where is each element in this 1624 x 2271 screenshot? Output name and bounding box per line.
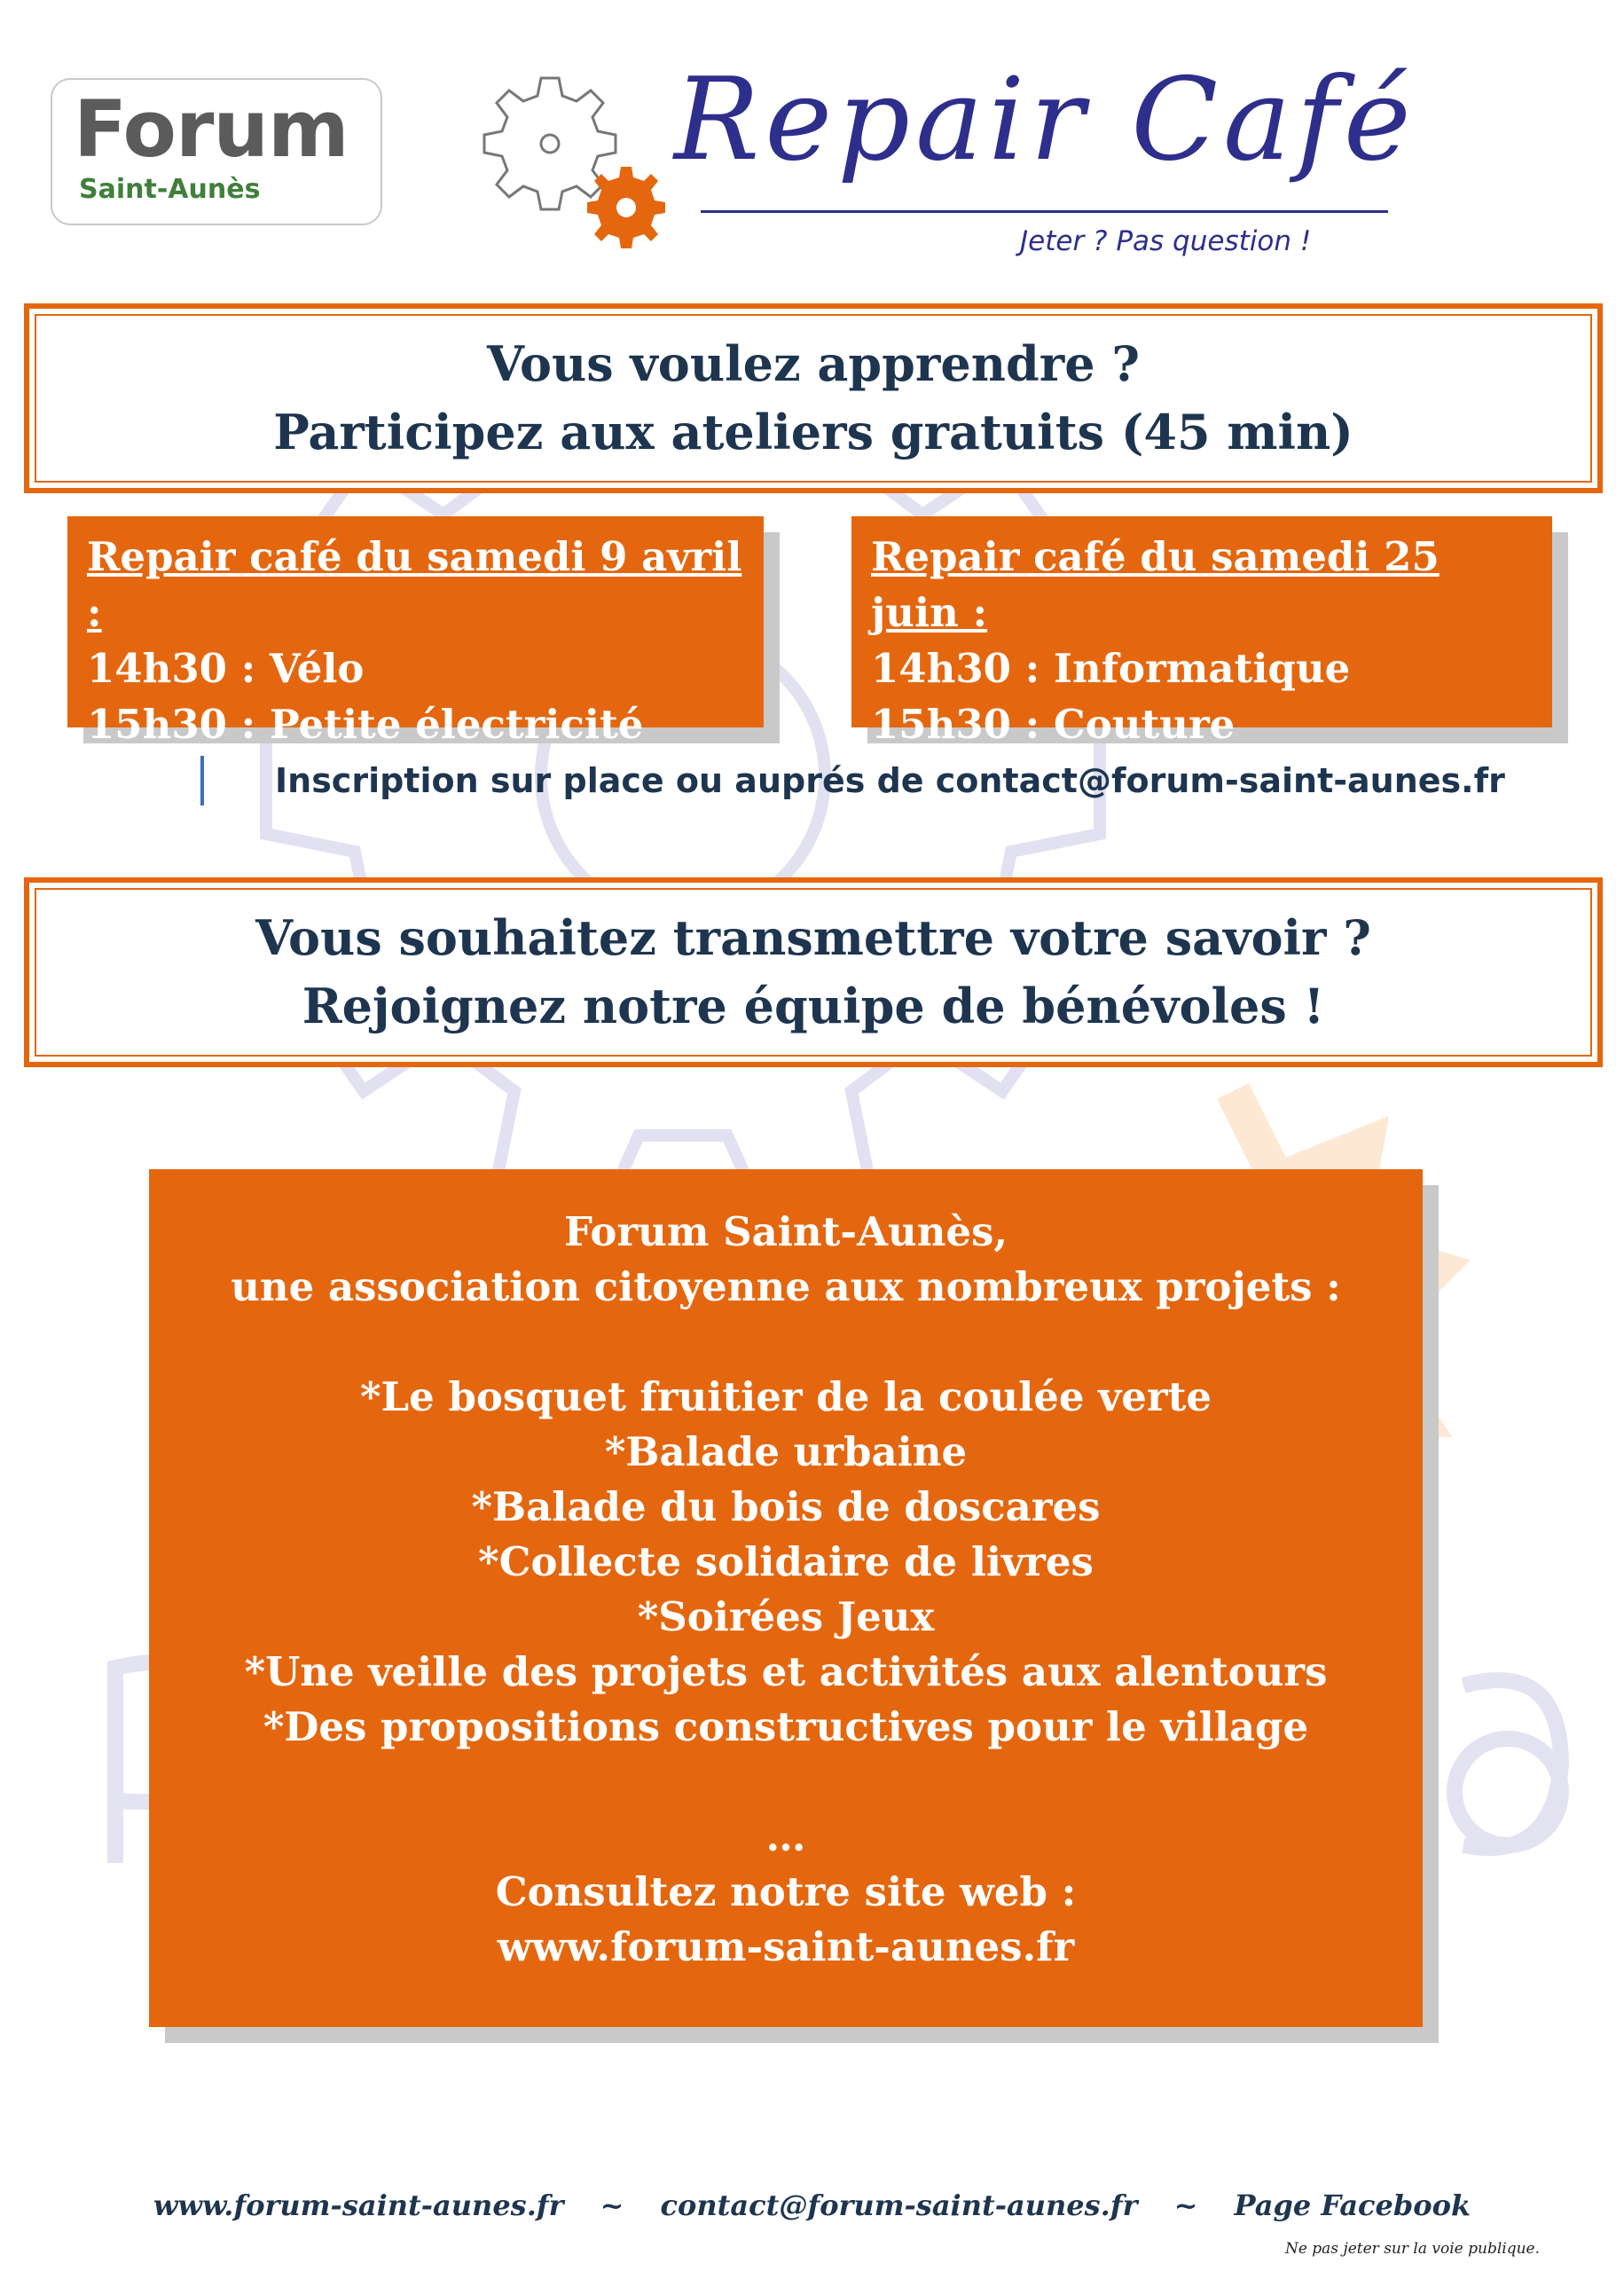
event-heading: Repair café du samedi 25 juin :: [871, 533, 1440, 636]
footer-facebook-link[interactable]: Page Facebook: [1234, 2188, 1471, 2222]
project-item: *Une veille des projets et activités aux alentours: [244, 1648, 1328, 1695]
footer-separator: ~: [1173, 2188, 1198, 2222]
footer-email-link[interactable]: contact@forum-saint-aunes.fr: [660, 2188, 1138, 2222]
event-slot: 14h30 : Vélo: [87, 645, 365, 692]
inscription-note: Inscription sur place ou auprés de contact@forum-saint-aunes.fr: [200, 756, 1624, 805]
event-slot: 14h30 : Informatique: [871, 645, 1351, 692]
volunteer-banner: [24, 877, 1603, 1067]
association-box: [149, 1169, 1423, 2027]
association-intro: une association citoyenne aux nombreux projets :: [231, 1263, 1341, 1310]
project-item: *Le bosquet fruitier de la coulée verte: [359, 1373, 1212, 1420]
footer: [0, 2188, 1624, 2222]
association-website-link[interactable]: www.forum-saint-aunes.fr: [497, 1923, 1075, 1970]
event-slot: 15h30 : Couture: [871, 701, 1236, 748]
forum-saint-aunes-logo: [51, 78, 382, 225]
learn-banner-line2: Participez aux ateliers gratuits (45 min): [273, 404, 1353, 460]
learn-banner: [24, 303, 1603, 493]
learn-banner-line1: Vous voulez apprendre ?: [487, 335, 1140, 393]
logo-tagline: Jeter ? Pas question !: [1020, 225, 1312, 257]
repair-cafe-logo-title: Repair Café: [674, 54, 1416, 186]
project-item: *Collecte solidaire de livres: [478, 1538, 1094, 1585]
forum-logo-subtitle: Saint-Aunès: [79, 174, 261, 205]
gears-icon: [443, 69, 674, 255]
event-heading: Repair café du samedi 9 avril :: [87, 533, 742, 636]
association-cta: Consultez notre site web :: [495, 1868, 1077, 1915]
volunteer-banner-line2: Rejoignez notre équipe de bénévoles !: [302, 978, 1325, 1034]
association-name: Forum Saint-Aunès,: [563, 1208, 1008, 1255]
forum-logo-word: Forum: [74, 83, 349, 175]
disclaimer: Ne pas jeter sur la voie publique.: [1284, 2240, 1540, 2258]
footer-website-link[interactable]: www.forum-saint-aunes.fr: [153, 2188, 564, 2222]
event-box-april: [67, 516, 764, 748]
volunteer-banner-line1: Vous souhaitez transmettre votre savoir ?: [255, 909, 1371, 967]
project-item: *Balade urbaine: [604, 1428, 968, 1475]
event-box-june: [851, 516, 1552, 748]
event-slot: 15h30 : Petite électricité: [87, 701, 644, 748]
logo-underline: [701, 210, 1388, 213]
project-item: *Des propositions constructives pour le village: [263, 1703, 1309, 1750]
project-item: *Balade du bois de doscares: [471, 1483, 1101, 1530]
project-item: *Soirées Jeux: [637, 1593, 935, 1640]
footer-separator: ~: [600, 2188, 624, 2222]
association-ellipsis: …: [765, 1813, 806, 1860]
